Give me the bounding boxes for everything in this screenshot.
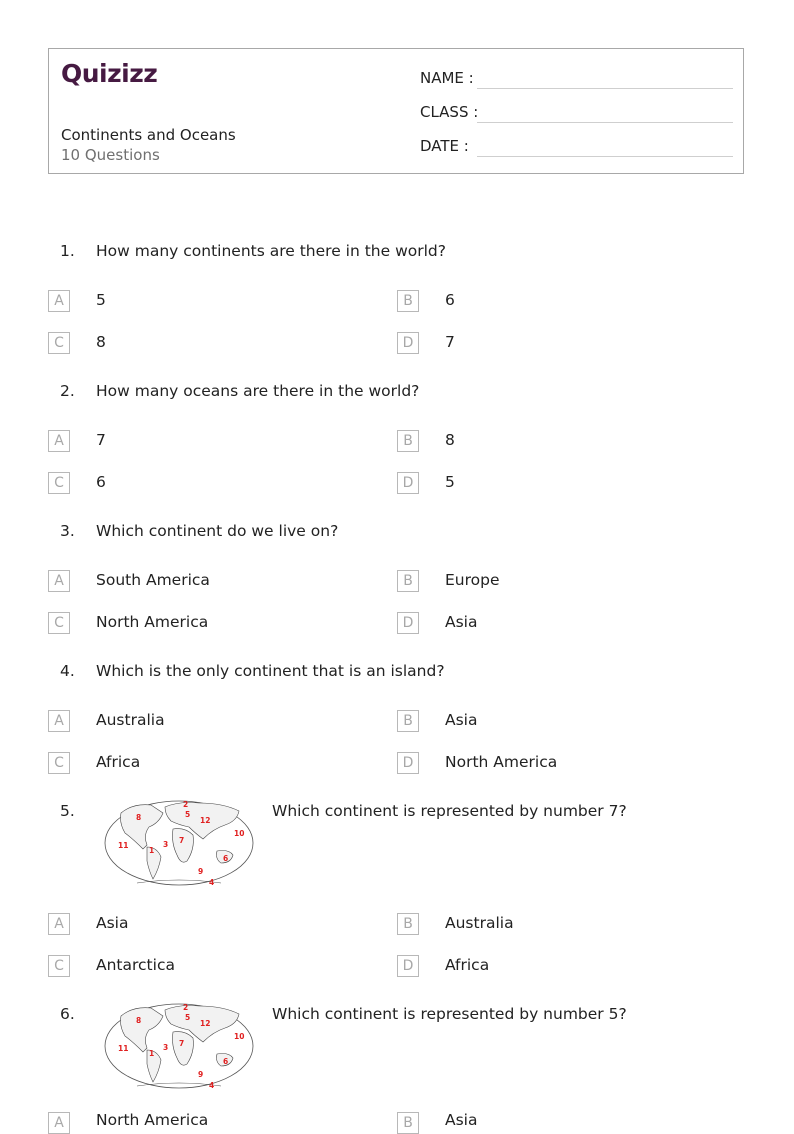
map-label: 12 bbox=[200, 816, 211, 825]
option-text: North America bbox=[445, 753, 558, 771]
question-text: How many oceans are there in the world? bbox=[96, 382, 420, 400]
option-text: Africa bbox=[445, 956, 490, 974]
map-label: 2 bbox=[183, 800, 189, 809]
class-line bbox=[477, 122, 733, 123]
option-box[interactable]: B bbox=[397, 430, 419, 452]
option-box[interactable]: B bbox=[397, 710, 419, 732]
worksheet-title: Continents and Oceans bbox=[61, 126, 236, 144]
option-text: Australia bbox=[96, 711, 165, 729]
map-label: 3 bbox=[163, 840, 169, 849]
question-text: Which continent is represented by number 5? bbox=[272, 1005, 627, 1023]
map-label: 7 bbox=[179, 1039, 185, 1048]
option-box[interactable]: D bbox=[397, 472, 419, 494]
option-box[interactable]: A bbox=[48, 430, 70, 452]
option-text: Asia bbox=[445, 711, 478, 729]
option-text: Asia bbox=[445, 1111, 478, 1129]
map-label: 5 bbox=[185, 1013, 191, 1022]
question-number: 5. bbox=[60, 802, 75, 820]
option-box[interactable]: C bbox=[48, 955, 70, 977]
map-label: 12 bbox=[200, 1019, 211, 1028]
option-box[interactable]: D bbox=[397, 752, 419, 774]
option-box[interactable]: A bbox=[48, 1112, 70, 1134]
option-text: 5 bbox=[96, 291, 106, 309]
option-box[interactable]: C bbox=[48, 472, 70, 494]
option-text: 7 bbox=[445, 333, 455, 351]
date-line bbox=[477, 156, 733, 157]
map-label: 1 bbox=[149, 1049, 155, 1058]
option-text: Antarctica bbox=[96, 956, 175, 974]
name-label: NAME : bbox=[420, 69, 474, 87]
option-text: 8 bbox=[96, 333, 106, 351]
map-label: 11 bbox=[118, 841, 129, 850]
map-label: 1 bbox=[149, 846, 155, 855]
map-label: 2 bbox=[183, 1003, 189, 1012]
map-label: 6 bbox=[223, 854, 229, 863]
map-label: 10 bbox=[234, 829, 245, 838]
question-count: 10 Questions bbox=[61, 146, 160, 164]
map-label: 9 bbox=[198, 867, 204, 876]
date-label: DATE : bbox=[420, 137, 469, 155]
question-number: 3. bbox=[60, 522, 75, 540]
worksheet-header bbox=[48, 48, 744, 174]
option-text: Asia bbox=[96, 914, 129, 932]
map-label: 7 bbox=[179, 836, 185, 845]
option-box[interactable]: B bbox=[397, 290, 419, 312]
question-number: 6. bbox=[60, 1005, 75, 1023]
quizizz-logo: Quizizz bbox=[61, 59, 158, 88]
map-label: 4 bbox=[209, 1081, 215, 1090]
map-label: 4 bbox=[209, 878, 215, 887]
option-box[interactable]: A bbox=[48, 710, 70, 732]
option-box[interactable]: D bbox=[397, 612, 419, 634]
question-text: Which is the only continent that is an island? bbox=[96, 662, 445, 680]
map-label: 8 bbox=[136, 1016, 142, 1025]
map-label: 9 bbox=[198, 1070, 204, 1079]
option-text: Europe bbox=[445, 571, 500, 589]
map-label: 11 bbox=[118, 1044, 129, 1053]
map-label: 10 bbox=[234, 1032, 245, 1041]
map-label: 6 bbox=[223, 1057, 229, 1066]
option-box[interactable]: C bbox=[48, 612, 70, 634]
name-line bbox=[477, 88, 733, 89]
option-text: Asia bbox=[445, 613, 478, 631]
option-box[interactable]: D bbox=[397, 332, 419, 354]
option-box[interactable]: A bbox=[48, 290, 70, 312]
option-text: North America bbox=[96, 613, 209, 631]
map-label: 5 bbox=[185, 810, 191, 819]
class-label: CLASS : bbox=[420, 103, 479, 121]
map-label: 8 bbox=[136, 813, 142, 822]
question-text: How many continents are there in the world? bbox=[96, 242, 446, 260]
option-text: Australia bbox=[445, 914, 514, 932]
question-number: 2. bbox=[60, 382, 75, 400]
option-text: Africa bbox=[96, 753, 141, 771]
option-text: 5 bbox=[445, 473, 455, 491]
question-number: 4. bbox=[60, 662, 75, 680]
option-box[interactable]: A bbox=[48, 913, 70, 935]
option-text: 6 bbox=[96, 473, 106, 491]
map-label: 3 bbox=[163, 1043, 169, 1052]
option-box[interactable]: A bbox=[48, 570, 70, 592]
option-text: North America bbox=[96, 1111, 209, 1129]
option-box[interactable]: C bbox=[48, 752, 70, 774]
option-text: South America bbox=[96, 571, 210, 589]
question-number: 1. bbox=[60, 242, 75, 260]
option-box[interactable]: C bbox=[48, 332, 70, 354]
question-text: Which continent is represented by number 7? bbox=[272, 802, 627, 820]
option-box[interactable]: D bbox=[397, 955, 419, 977]
world-map-image bbox=[103, 1002, 255, 1090]
option-box[interactable]: B bbox=[397, 570, 419, 592]
option-box[interactable]: B bbox=[397, 913, 419, 935]
world-map-image bbox=[103, 799, 255, 887]
option-text: 6 bbox=[445, 291, 455, 309]
question-text: Which continent do we live on? bbox=[96, 522, 339, 540]
option-text: 8 bbox=[445, 431, 455, 449]
option-text: 7 bbox=[96, 431, 106, 449]
option-box[interactable]: B bbox=[397, 1112, 419, 1134]
